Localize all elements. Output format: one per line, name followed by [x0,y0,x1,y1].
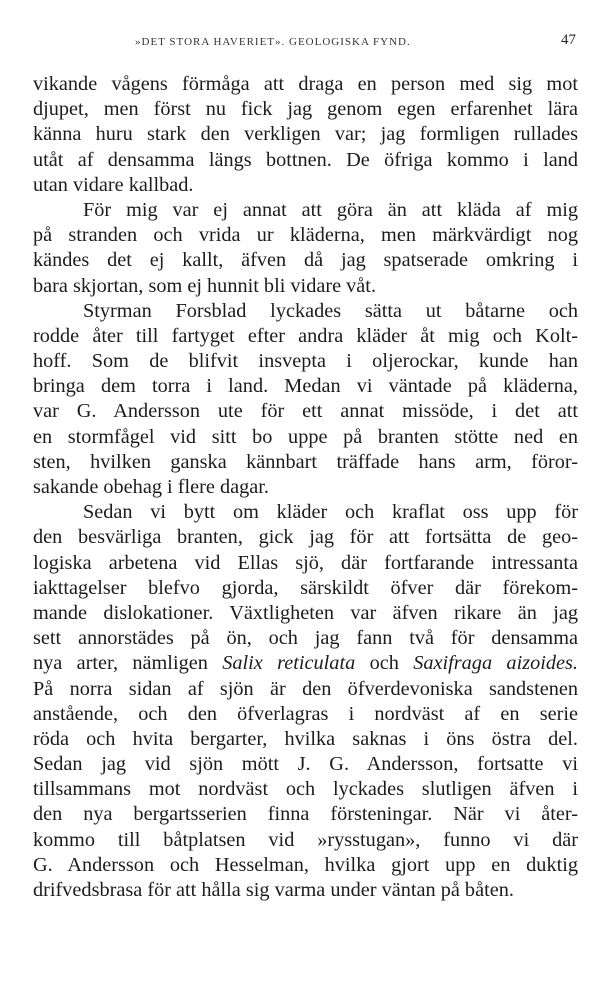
text-line: kommo till båtplatsen vid »rysstugan», funno vi där [33,828,578,851]
text-line: För mig var ej annat att göra än att kläda af mig [83,198,578,221]
text-line: vikande vågens förmåga att draga en person med sig mot [33,73,578,95]
text-line: bringa dem torra i land. Medan vi väntade på kläderna, [33,375,578,398]
text-line: hoff. Som de blifvit insvepta i oljerockar, kunde han [33,350,578,373]
text-line: känna huru stark den verkligen var; jag formligen rullades [33,123,578,146]
text-line: På norra sidan af sjön är den öfverdevoniska sandstenen [33,677,578,700]
running-title: »DET STORA HAVERIET». GEOLOGISKA FYND. [135,36,411,48]
text-line: mande dislokationer. Växtligheten var äfven rikare än jag [33,601,578,624]
text-line: tillsammans mot nordväst och lyckades slutligen äfven i [33,778,578,801]
text-line: nya arter, nämligen Salix reticulata och Saxifraga aizoides. [33,652,578,675]
text-line: djupet, men först nu fick jag genom egen erfarenhet lära [33,98,578,121]
italic-species-name: Salix reticulata [222,652,356,675]
book-page [33,30,578,903]
text-line: utåt af densamma längs bottnen. De öfriga kommo i land [33,148,578,171]
text-line: sakande obehag i flere dagar. [33,476,269,498]
text-line: G. Andersson och Hesselman, hvilka gjort upp en duktig [33,853,578,876]
text-line: var G. Andersson ute för ett annat missöde, i det att [33,400,578,423]
text-line: på stranden och vrida ur kläderna, men märkvärdigt nog [33,224,578,247]
text-line: logiska arbetena vid Ellas sjö, där fortfarande intressanta [33,551,578,574]
text-line: Styrman Forsblad lyckades sätta ut båtarne och [83,299,578,322]
text-line: rodde åter till fartyget efter andra kläder åt mig och Kolt- [33,324,578,347]
text-line: bara skjortan, som ej hunnit bli vidare våt. [33,274,377,297]
running-head [33,30,578,54]
text-line: sett annorstädes på ön, och jag fann två för densamma [33,627,578,650]
text-line: drifvedsbrasa för att hålla sig varma under väntan på båten. [33,879,514,901]
body-text [33,72,578,903]
text-line: den nya bergartsserien finna försteningar. När vi åter- [33,803,578,826]
text-line: den besvärliga branten, gick jag för att fortsätta de geo- [33,526,578,549]
text-line: Sedan jag vid sjön mött J. G. Andersson, fortsatte vi [33,753,578,776]
text-line: en stormfågel vid sitt bo uppe på branten stötte ned en [33,425,578,448]
text-line: kändes det ej kallt, äfven då jag spatserade omkring i [33,249,578,272]
page-number: 47 [561,32,576,48]
paragraph [33,299,578,501]
paragraph [33,72,578,198]
text-line: Sedan vi bytt om kläder och kraflat oss upp för [83,501,578,524]
text-line: utan vidare kallbad. [33,173,194,196]
italic-species-name: Saxifraga aizoides. [413,652,578,675]
text-line: anstående, och den öfverlagras i nordväst af en serie [33,702,578,725]
paragraph [33,500,578,903]
paragraph [33,198,578,299]
text-line: iakttagelser blefvo gjorda, särskildt öfver där förekom- [33,576,578,599]
text-line: sten, hvilken ganska kännbart träffade hans arm, föror- [33,450,578,473]
text-line: röda och hvita bergarter, hvilka saknas i öns östra del. [33,727,578,750]
